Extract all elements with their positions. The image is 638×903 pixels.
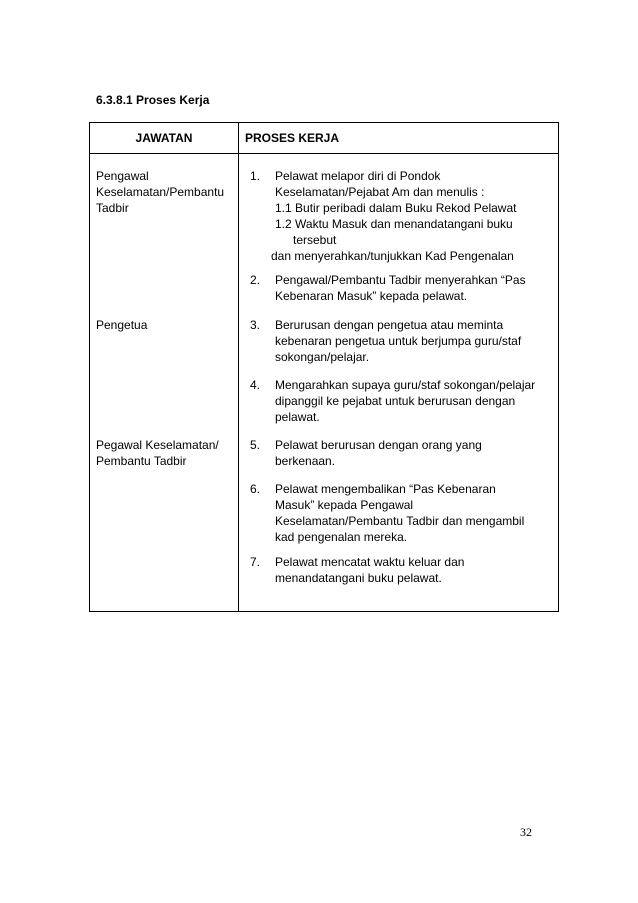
step-line: Keselamatan/Pembantu Tadbir dan mengambil — [275, 514, 525, 528]
role-line: Pegawal Keselamatan/ — [96, 438, 219, 452]
role-pengetua — [96, 317, 147, 333]
role-pegawal-keselamatan — [96, 437, 219, 469]
step-line: kad pengenalan mereka. — [275, 530, 408, 544]
step-line: Pengawal/Pembantu Tadbir menyerahkan “Pas — [275, 273, 526, 287]
step-line: 1.2 Waktu Masuk dan menandatangani buku — [275, 217, 513, 231]
step-number: 3. — [250, 318, 261, 332]
step-line: dan menyerahkan/tunjukkan Kad Pengenalan — [271, 249, 514, 263]
step-line: Mengarahkan supaya guru/staf sokongan/pelajar — [275, 378, 536, 392]
step-line: Pelawat mengembalikan “Pas Kebenaran — [275, 482, 496, 496]
step-text — [275, 272, 526, 304]
step-line: Kebenaran Masuk” kepada pelawat. — [275, 289, 468, 303]
step-line: Berurusan dengan pengetua atau meminta — [275, 318, 504, 332]
step-line: Pelawat melapor diri di Pondok — [275, 169, 441, 183]
step-number: 5. — [250, 438, 261, 452]
step-line: menandatangani buku pelawat. — [275, 571, 442, 585]
proses-kerja-table — [89, 122, 559, 612]
step-line: Pelawat berurusan dengan orang yang — [275, 438, 482, 452]
step-number: 6. — [250, 482, 261, 496]
column-divider — [238, 123, 239, 611]
step-text — [275, 437, 482, 469]
role-pengawal — [96, 168, 224, 216]
role-line: Pengetua — [96, 318, 148, 332]
step-text — [271, 168, 517, 264]
step-line: tersebut — [293, 233, 337, 247]
role-line: Pengawal — [96, 169, 149, 183]
step-line: Pelawat mencatat waktu keluar dan — [275, 555, 465, 569]
page-number: 32 — [520, 825, 532, 839]
step-number: 4. — [250, 378, 261, 392]
step-text — [275, 481, 524, 545]
table-header-row — [90, 123, 558, 154]
step-line: 1.1 Butir peribadi dalam Buku Rekod Pelawat — [275, 201, 517, 215]
step-line: pelawat. — [275, 410, 320, 424]
step-line: sokongan/pelajar. — [275, 350, 370, 364]
role-line: Keselamatan/Pembantu — [96, 185, 225, 199]
step-line: Keselamatan/Pejabat Am dan menulis : — [275, 185, 485, 199]
step-text — [275, 377, 535, 425]
header-proses-kerja: PROSES KERJA — [245, 131, 340, 145]
section-title: 6.3.8.1 Proses Kerja — [96, 93, 210, 107]
role-line: Tadbir — [96, 201, 129, 215]
step-number: 2. — [250, 273, 261, 287]
step-text — [275, 554, 464, 586]
step-text — [275, 317, 521, 365]
role-line: Pembantu Tadbir — [96, 454, 187, 468]
step-line: berkenaan. — [275, 454, 336, 468]
step-number: 1. — [250, 169, 261, 183]
step-line: Masuk” kepada Pengawal — [275, 498, 414, 512]
step-line: dipanggil ke pejabat untuk berurusan dengan — [275, 394, 516, 408]
header-jawatan: JAWATAN — [135, 131, 193, 145]
step-line: kebenaran pengetua untuk berjumpa guru/staf — [275, 334, 522, 348]
step-number: 7. — [250, 555, 261, 569]
